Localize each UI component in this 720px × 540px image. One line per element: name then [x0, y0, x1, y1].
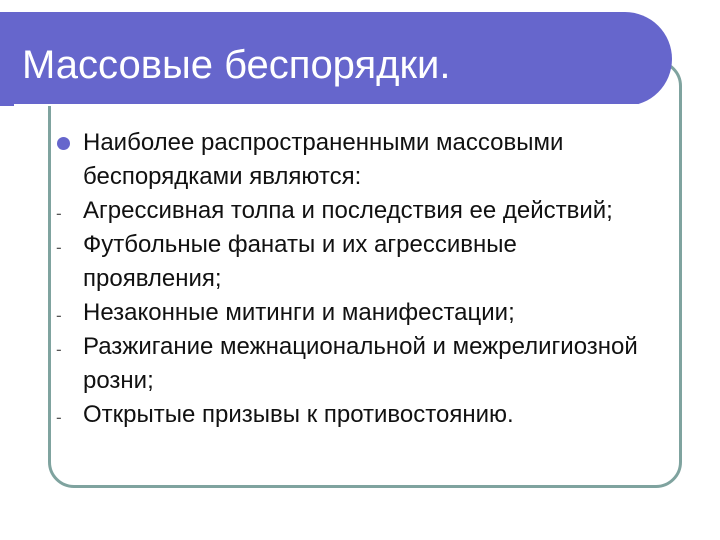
- title-underline: [14, 104, 638, 106]
- bullet-text: Агрессивная толпа и последствия ее действий;: [83, 197, 613, 224]
- bullet-list: [56, 126, 656, 432]
- dash-bullet-icon: -: [56, 306, 62, 325]
- bullet-text: Открытые призывы к противостоянию.: [83, 401, 514, 428]
- bullet-item: [56, 194, 656, 228]
- bullet-item: [56, 126, 656, 194]
- bullet-text: Наиболее распространенными массовыми беспорядками являются:: [83, 129, 564, 190]
- bullet-item: [56, 296, 656, 330]
- bullet-item: [56, 228, 656, 296]
- bullet-text: Футбольные фанаты и их агрессивные проявления;: [83, 231, 517, 292]
- dash-bullet-icon: -: [56, 238, 62, 257]
- bullet-text: Разжигание межнациональной и межрелигиозной розни;: [83, 333, 638, 394]
- bullet-item: [56, 398, 656, 432]
- title-bar: [0, 12, 672, 106]
- bullet-item: [56, 330, 656, 398]
- dash-bullet-icon: -: [56, 408, 62, 427]
- dash-bullet-icon: -: [56, 340, 62, 359]
- bullet-text: Незаконные митинги и манифестации;: [83, 299, 515, 326]
- slide-title: Массовые беспорядки.: [22, 43, 451, 87]
- filled-circle-bullet-icon: [56, 126, 76, 160]
- dash-bullet-icon: -: [56, 204, 62, 223]
